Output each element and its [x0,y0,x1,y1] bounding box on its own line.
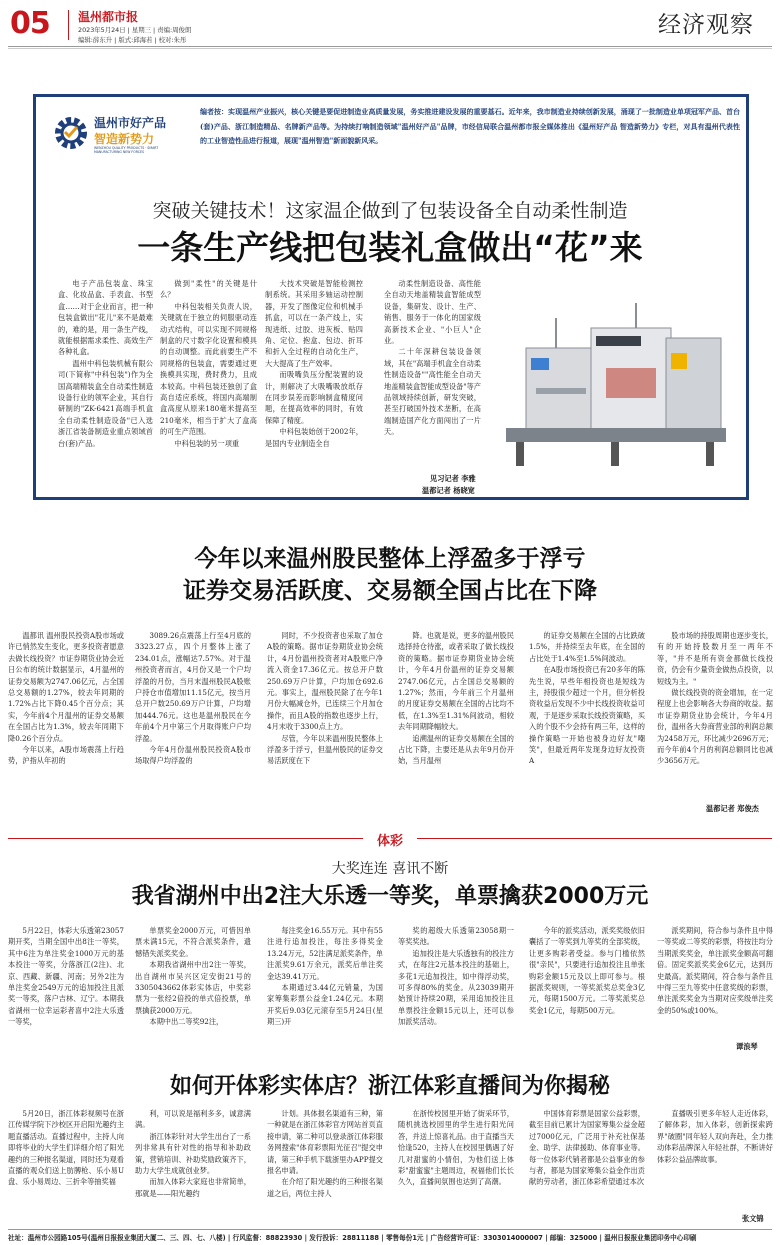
store-column-4 [398,1108,514,1226]
lottery-col4-p1: 奖的超级大乐透第23058期一等奖奖池。 [398,926,514,947]
stock-title-2: 证券交易活跃度、交易额全国占比在下降 [183,578,597,604]
feature-col3-p1: 大技术突破是智能检测控制系统。其采用多轴运动控制器，开发了图像定位和机械手抓盒，可以在一条产线上，实现进纸、过胶、进灰板、贴四角、定位、抱盒、包边、折耳和折入全过程的自动化生产，大大提高了生产效率。 [265,279,363,368]
lottery-column-3 [267,925,383,1055]
header-rule-short [8,48,772,49]
store-col5-p1: 中国体育彩票是国家公益彩票，截至目前已累计为国家筹集公益金超过7000亿元，广泛用于补充社保基金、助学、法律援助、体育事业等。每一位体彩代销者都是公益事业的参与者，都是为国家筹集公益金作出贡献的劳动者，浙江体彩希望通过本次 [529,1109,645,1187]
feature-col2-p1: 做到"柔性"的关键是什么？ [160,279,257,300]
lottery-col1-p1: 5月22日，体彩大乐透第23057期开奖，当期全国中出8注一等奖，其中6注为单注奖金1000万元的基本投注一等奖，分落浙江(2注)、北京、西藏、新疆、河南；另外2注为单注奖金2549万元的追加投注且派奖一等奖，落户吉林、辽宁。本期我省湖州一位幸运彩者喜中2注大乐透一等奖， [8,926,124,1027]
stock-col1-p1: 温都讯 温州股民投资A股市场或许已悄然发生变化，更多投资者愿意去做长线投资？市证券期货业协会近日公布的统计数据显示，4月温州的证券交易额为2747.06亿元，占全国总交易额的1.27%，较去年同期的1.72%占比下降0.45个百分点；其实，今年前4个月温州的证券交易额在全国占比为1.3%，较去年同期下降0.26个百分点。 [8,631,124,743]
store-column-5 [529,1108,645,1226]
lottery-col6-p1: 派奖期间，符合参与条件且中得一等奖或二等奖的彩票，将按注均分当期派奖奖金，单注派奖金额高可翻倍。固定奖派奖奖金6亿元，达到历史最高。派奖期间，符合参与条件且中得三至九等奖中任意奖级的彩票，单注派奖奖金为当期对应奖级单注奖金的50%或100%。 [657,926,773,1015]
stock-col3-p1: 同时，不少投资者也采取了加仓A股的策略。据市证券期货业协会统计，4月份温州投资者对A股账户净流入资金17.36亿元。按总开户数250.69万户计算，户均加仓692.6元。事实上，温州股民除了在今年1月份大幅减仓外，已连续三个月加仓操作，而且A股的指数也逐步上行，4月末收于3300点上方。 [267,631,383,732]
page-number: 05 [10,6,50,41]
store-column-6 [657,1108,773,1188]
logo-line2: 智造新势力 [94,132,155,146]
store-column-3 [267,1108,383,1226]
feature-logo [46,104,181,166]
lottery-column-5 [529,925,645,1055]
feature-col3-p3: 中科包装始创于2002年，是国内专业制造全自 [265,427,363,448]
header-rule [8,46,772,47]
store-col1-p1: 5月20日，浙江体彩视频号在浙江传媒学院下沙校区开启阳光趣约主题直播活动。直播过程中，主持人向即将毕业的大学生们详细介绍了阳光趣约的三种报名渠道，同时还为观看直播的观众们送上肪膊枪、乐小易U盘、乐小易周边、三折伞等抽奖福 [8,1109,124,1187]
lottery-column-2 [135,925,251,1055]
stock-col5-p1: 的证券交易额在全国的占比跌破1.5%，并持续至去年底，在全国的占比处于1.4%至1.5%间波动。 [529,631,645,663]
stock-col4-p1: 降。也就是说，更多的温州股民选择持仓待涨，或者采取了做长线投资的策略。据市证券期货业协会统计，今年4月份温州的证券交易额2747.06亿元，占全国总交易额的1.27%；然而，今年前三个月温州的月度证券交易额在全国的占比均不低，在1.3%至1.31%间波动，相较去年同期降幅较大。 [398,631,514,732]
feature-col4-p1: 动柔性制造设备、高性能全自动天地盖精装盒智能成型设备，集研发、设计、生产、销售、服务于一体化的国家级高新技术企业、"小巨人"企业。 [384,279,481,346]
packaging-machine-photo [496,278,740,486]
store-column-2 [135,1108,251,1226]
stock-col6-p2: 做长线投资的资金增加，在一定程度上也会影响各大券商的收益。据市证券期货业协会统计，今年4月份，温州各大券商营业部的利润总额为2458万元，环比减少2696万元；而今年前4个月的利润总额同比也减少3656万元。 [657,688,773,766]
page-header [0,0,780,50]
footer-rule [8,1229,772,1230]
stock-column-2 [135,630,251,815]
stock-column-5 [529,630,645,815]
store-byline: 张文锦 [742,1214,764,1223]
stock-col3-p2: 尽管，今年以来温州股民整体上浮盈多于浮亏，但温州股民的证券交易活跃度在下 [267,733,383,766]
lottery-byline: 谭浪琴 [736,1042,758,1051]
store-col3-p2: 在介绍了阳光趣约的三种报名渠道之后，两位主持人 [267,1177,383,1198]
stock-col4-p2: 追溯温州的证券交易额在全国的占比下降，主要还是从去年9月份开始，当月温州 [398,733,514,766]
header-meta-line2: 编辑:薛东升 | 版式:邱海若 | 校对:朱彤 [78,36,187,44]
paper-name: 温州都市报 [78,10,139,24]
feature-column-2 [160,278,257,492]
stock-column-3 [267,630,383,815]
store-col2-p2: 浙江体彩针对大学生出台了一系列非常具有针对性的指导和补助政策，营销培训、补助奖励政策齐下，助力大学生成就创业梦。 [135,1131,251,1176]
lottery-title: 我省湖州中出2注大乐透一等奖，单票擒获2000万元 [131,884,649,909]
feature-subtitle: 突破关键技术！这家温企做到了包装设备全自动柔性制造 [152,200,628,222]
lottery-column-4 [398,925,514,1055]
stock-column-4 [398,630,514,815]
feature-col1-p2: 温州中科包装机械有限公司(下简称"中科包装")作为全国高端精装盒全自动柔性制造设备行业的领军企业，其自行研制的"ZK-6421高端手机盒全自动柔性制造设备"已入选浙江省装备制造业重点领域首台(套)产品。 [58,358,153,448]
stock-column-6 [657,630,773,800]
lottery-col3-p2: 本期通过3.44亿元销量，为国家筹集彩票公益金1.24亿元。本期开奖后9.03亿元滚存至5月24日(星期三)开 [267,983,383,1027]
feature-col2-p3: 中科包装的另一项重 [174,438,240,448]
store-col6-p1: 直播吸引更多年轻人走近体彩，了解体彩，加入体彩，创新探索跨界"破圈"同年轻人双向奔赴，全力推动体彩品牌深入年轻社群，不断讲好体彩公益品牌故事。 [657,1109,773,1164]
stock-col5-p2: 在A股市场投资已有20多年的陈先生说，早些年相投资也是短线为主，持股很少超过一个月，但分析投资收益后发现不少中长线投资收益可观，于是逐步采取长线投资策略，买入的个股不少会持有两三年，这样的操作策略一开始也被身边好友"嘲笑"，但最近两年发现身边好友投资A [529,665,645,766]
store-col4-p1: 在浙传校园里开始了街采环节，随机挑选校园里的学生进行阳光问答，并送上惊喜礼品。由于直播当天恰逢520，主持人在校园里偶遇了好几对甜蜜的小情侣，为他们送上体彩"甜蜜蜜"主题周边，祝福他们长长久久，直播间氛围也达到了高潮。 [398,1109,514,1187]
lottery-section-label: 体彩 [376,834,403,849]
lottery-col2-p3: 本期中出二等奖92注， [149,1017,224,1027]
stock-byline: 温都记者 郑俊杰 [706,804,759,813]
stock-col2-p2: 今年4月份温州股民投资A股市场取得户均浮盈的 [135,745,251,766]
footer-text: 社址：温州市公园路105号(温州日报报业集团大厦二、三、四、七、八楼) | 行风监督：88823930 | 发行投诉：28811188 | 零售每份1元 | 广告经营许可证：3303014000007 | 邮编：325000 | 温州日报报业集团印务中心印刷 [8,1234,697,1242]
feature-col4-p2: 二十年深耕包装设备领域，其在"高端手机盒全自动柔性制造设备""高性能全自动天地盖精装盒智能成型设备"等产品领域持续创新，研发突破，甚至打破国外技术垄断，在高端制造国产化方面闯出了一片天。 [384,347,481,437]
lottery-col2-p1: 单票奖金2000万元，可惜因单票未满15元，不符合派奖条件，遗憾错失派奖奖金。 [135,926,251,958]
lottery-col5-p1: 今年的派奖活动，派奖奖级依旧囊括了一等奖到九等奖的全部奖级，让更多购彩者受益。参与门槛依然很"亲民"，只要进行追加投注且单张购彩金额15元及以上即可参与。根据派奖规则，一等奖派奖总奖金3亿元，每期1500万元。二等奖派奖总奖金1亿元，每期500万元。 [529,926,645,1015]
section-title: 经济观察 [658,12,754,38]
lottery-kicker: 大奖连连 喜讯不断 [331,861,449,877]
lottery-rule-left [8,838,363,839]
feature-title: 一条生产线把包装礼盒做出“花”来 [137,228,643,267]
feature-col3-p2: 而吸嘴负压分配装置的设计，则解决了大吸嘴吸放纸存在同步误差而影响制盒精度问题，在提高效率的同时，有效保障了精度。 [265,370,363,425]
feature-col2-p2: 中科包装相关负责人说，关键就在于独立的伺服驱动连动式结构，可以实现不同规格制盒的尺寸数字化设置和模具的自动调整。而此前要生产不同规格的包装盒，需要通过更换模具实现，费时费力，且成本较高。中科包装还独创了盒高自适应系统，将国内高端制盒高度从原来180毫米提高至210毫米，相当于扩大了盒高的可生产范围。 [160,301,257,437]
stock-col6-p1: 股市场的持股周期也逐步变长，有的开始持股数月至一两年不等，"并不是所有资金都做长线投资，仍会有少量资金做热点投资，以短线为主。" [657,631,773,686]
store-column-1 [8,1108,124,1226]
store-col2-p3: 而加入体彩大家庭也非常简单，那就是——阳光趣约 [135,1177,251,1198]
feature-column-1 [58,278,153,492]
editor-note: 编者按：实现温州产业振兴，核心关键是要促进制造业高质量发展，务实推进建设发展的重要基石。近年来，我市制造业持续创新发展，涌现了一批制造业单项冠军产品、首台(套)产品、浙江制造精品、名牌新产品等。为持续打响制造领域"温州好产品"品牌，市经信局联合温州都市报全媒体推出《温州好产品 智造新势力》专栏，对具有温州代表性的工业智造性品进行报道，展现"温州智造"新面貌新风采。 [200,107,740,145]
lottery-col3-p1: 每注奖金16.55万元。其中有55注进行追加投注，每注多得奖金13.24万元，52注满足派奖条件，单注派奖9.61万余元，派奖后单注奖金达39.41万元。 [267,926,383,981]
header-divider [68,10,69,40]
lottery-rule-right [417,838,772,839]
logo-small-text: WENZHOU QUALITY PRODUCTS · SMART MANUFACTURING NEW FORCES [94,146,159,154]
feature-column-4 [384,278,481,468]
feature-column-3 [265,278,363,492]
stock-col2-p1: 3089.26点震荡上行至4月底的3323.27点，四个月整体上涨了234.01点，涨幅达7.57%。对于温州投资者而言，4月份又是一个户均浮盈的月份，当月末温州股民A股账户持仓市值增加11.15亿元，按当月总开户数250.69万户计算，户均增加444.76元。这也是温州股民在今年前4个月中第三个月取得账户户均浮盈。 [135,631,251,743]
stock-title-1: 今年以来温州股民整体上浮盈多于浮亏 [194,546,586,572]
feature-byline-2: 温都记者 杨晓宽 [422,486,475,495]
lottery-column-6 [657,925,773,1045]
stock-col1-p2: 今年以来，A股市场震荡上行趋势，沪指从年初的 [8,745,124,766]
logo-line1: 温州市好产品 [94,116,167,130]
store-col3-p1: 计划。具体报名渠道有三种，第一种就是在浙江体彩官方网站首页直接申请，第二种可以登录浙江体彩服务网搜索"体育彩票阳光征召"提交申请，第三种手机下载浙里办APP提交报名申请。 [267,1109,383,1176]
feature-byline-1: 见习记者 李雅 [430,474,476,483]
stock-column-1 [8,630,124,815]
lottery-col2-p2: 本期我省湖州中出2注一等奖，出自湖州市吴兴区定安街21号的3305043662体彩实体店，中奖彩票为一张经2倍投的单式倍投票，单票擒获2000万元。 [135,960,251,1015]
store-title: 如何开体彩实体店？浙江体彩直播间为你揭秘 [169,1074,610,1099]
gear-logo-icon [50,112,92,154]
lottery-col4-p2: 追加投注是大乐透独有的投注方式，在每注2元基本投注的基础上，多花1元追加投注，如中得浮动奖，可多得80%的奖金。从23039期开始预计持续20期，采用追加投注且单票投注金额15元以上，还可以参加派奖活动。 [398,948,514,1027]
store-col2-p1: 利，可以说是福利多多，诚意满满。 [135,1109,251,1130]
header-meta-line1: 2023年5月24日 | 星期三 | 责编:周俊朗 [78,26,192,34]
lottery-column-1 [8,925,124,1055]
feature-col1-p1: 电子产品包装盒、珠宝盒、化妆品盒、手表盒、书型盒……对于企业而言，把一种包装盒做出"花儿"来不是最难的，难的是，用一条生产线，就能根据需求柔性、高效生产各种礼盒。 [58,279,153,357]
